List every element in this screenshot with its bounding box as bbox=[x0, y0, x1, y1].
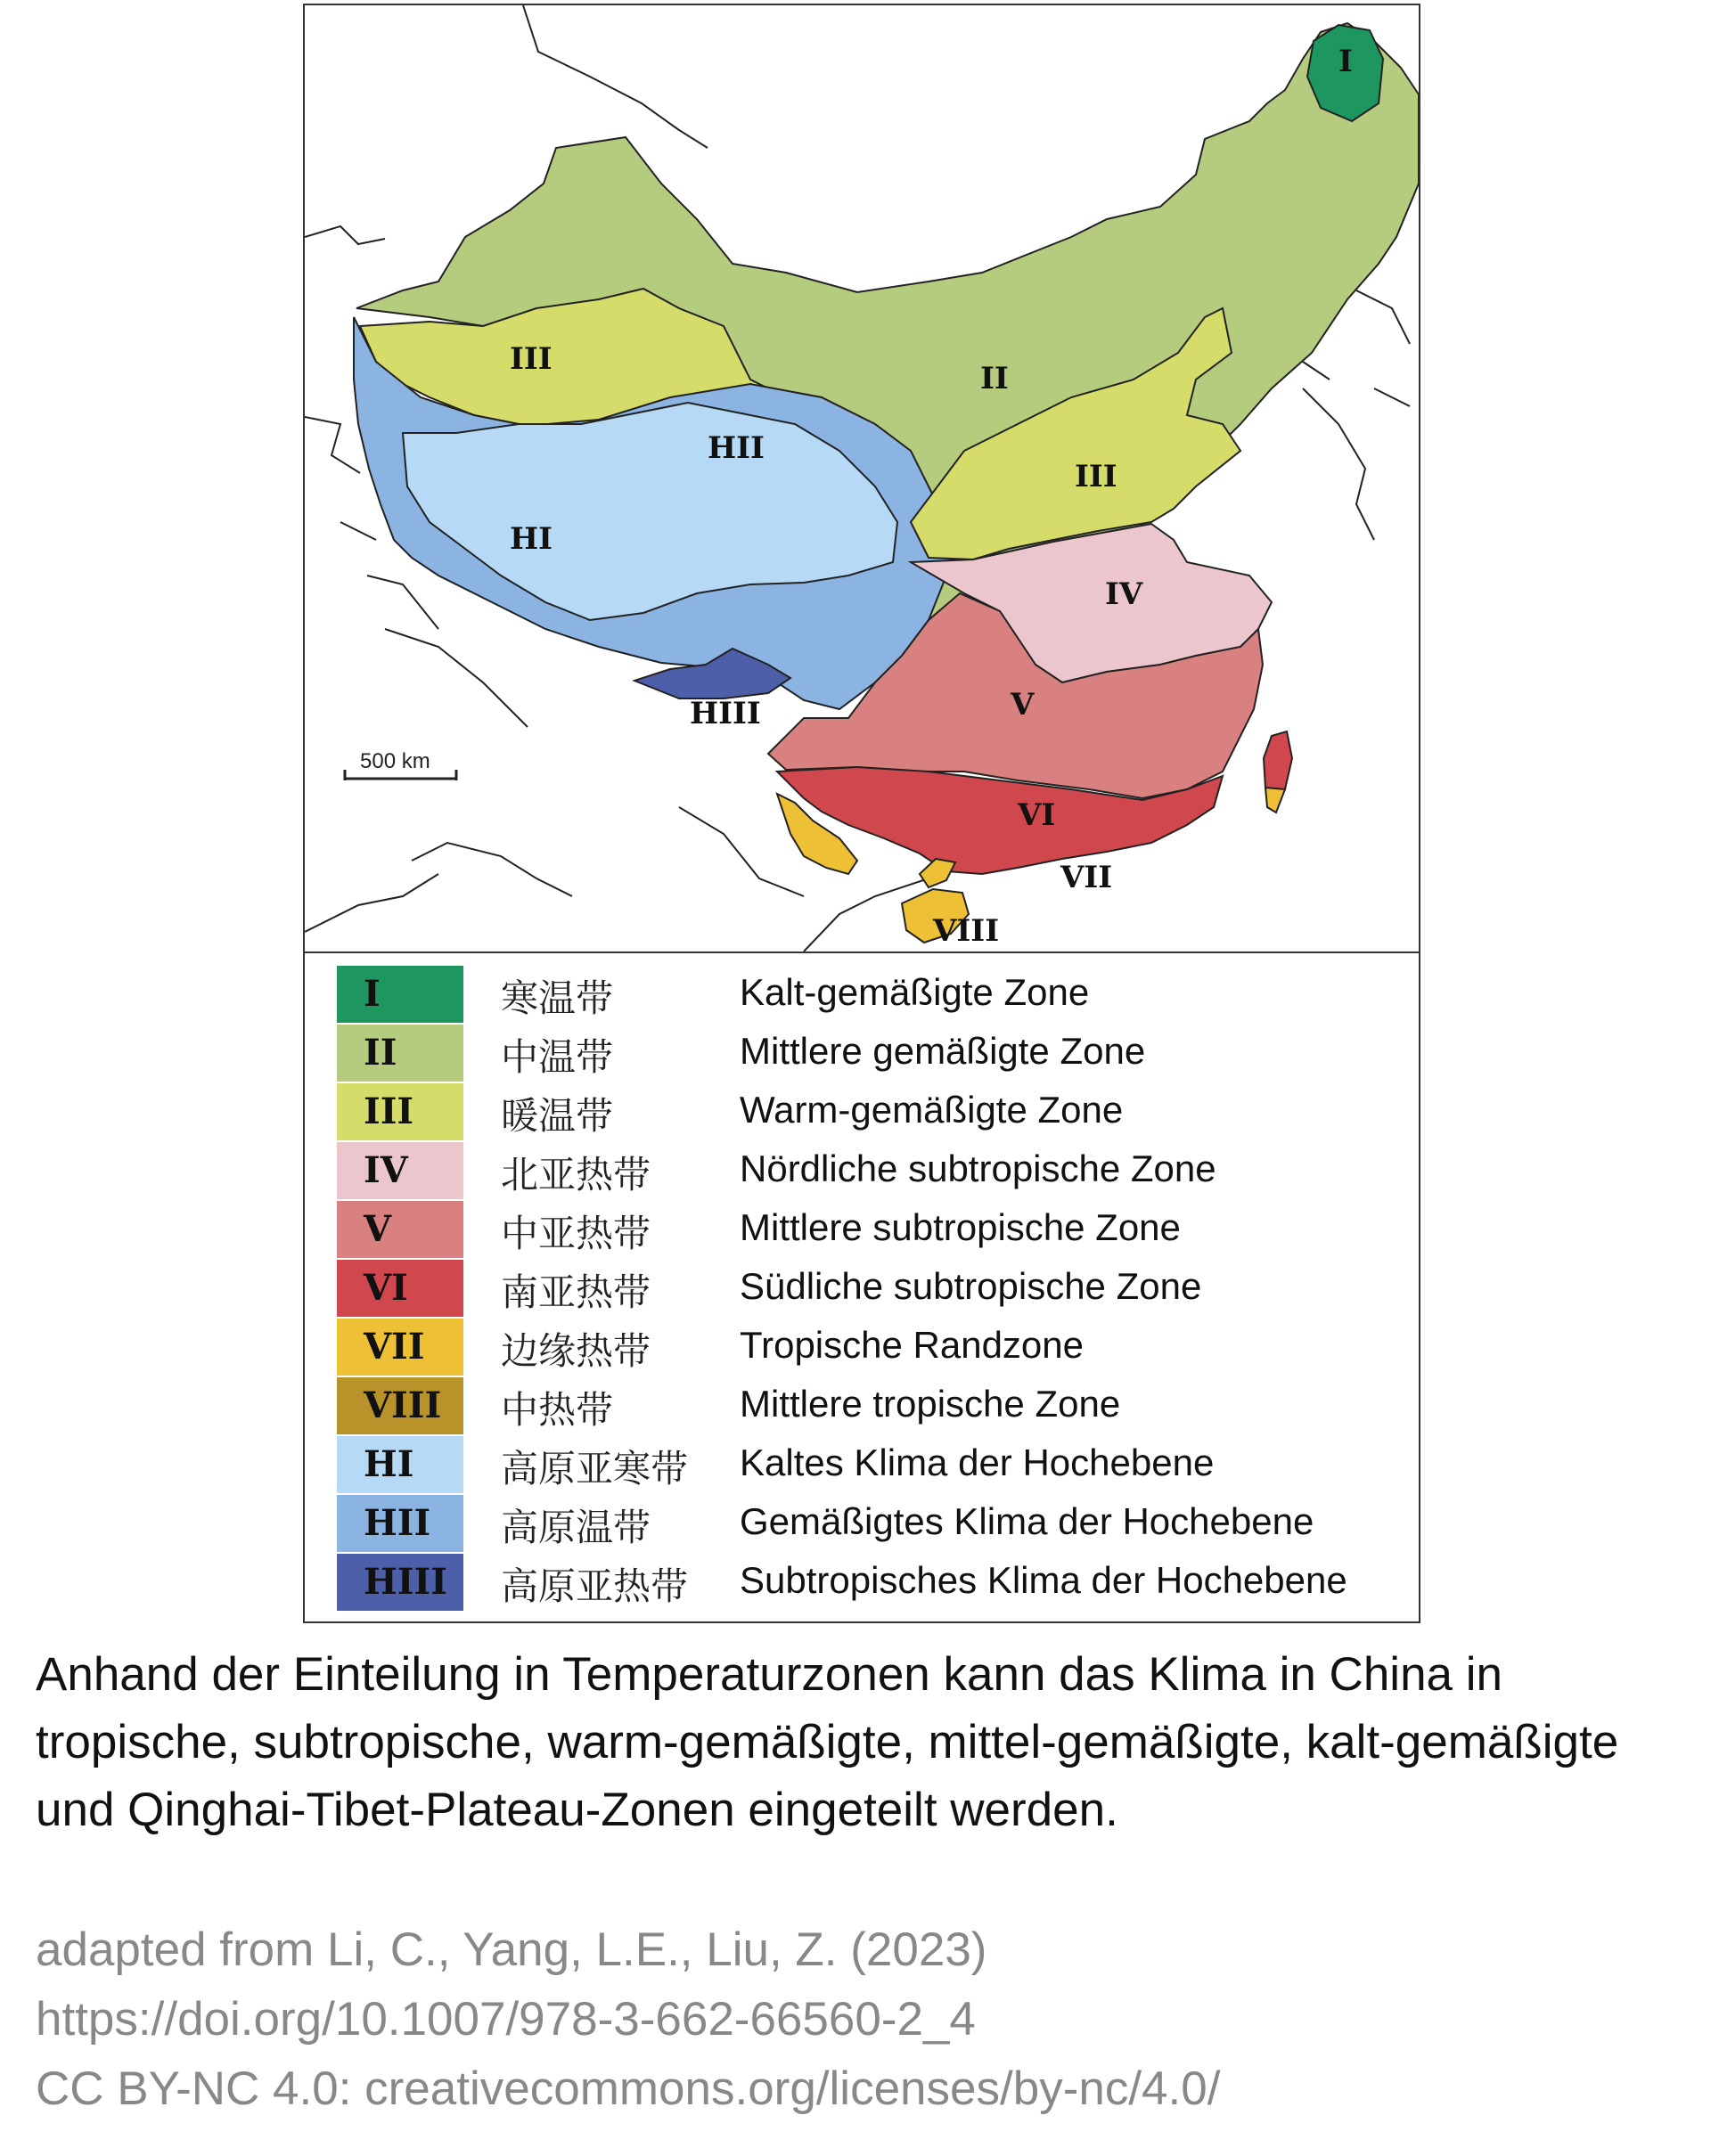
map-svg bbox=[305, 5, 1419, 951]
legend-swatch bbox=[337, 1319, 463, 1376]
scale-bar bbox=[345, 749, 456, 780]
legend-swatch bbox=[337, 1260, 463, 1317]
legend-row bbox=[337, 1201, 1406, 1256]
legend-code: I bbox=[364, 973, 381, 1015]
legend-german: Kaltes Klima der Hochebene bbox=[740, 1441, 1215, 1483]
legend-german: Mittlere tropische Zone bbox=[740, 1383, 1121, 1425]
legend-swatch bbox=[337, 1436, 463, 1493]
figure-caption: Anhand der Einteilung in Temperaturzonen kann das Klima in China in tropische, subtropische, warm-gemäßigte, mittel-gemäßigte, kalt-gemäßigte und Qinghai-Tibet-Plateau-Zonen eingeteilt werden. bbox=[36, 1648, 1619, 1836]
legend-row bbox=[337, 1319, 1406, 1374]
legend-swatch bbox=[337, 1025, 463, 1082]
legend-german: Subtropisches Klima der Hochebene bbox=[740, 1559, 1347, 1601]
legend-chinese: 边缘热带 bbox=[501, 1329, 651, 1373]
legend-code: IV bbox=[364, 1149, 408, 1191]
legend-code: HII bbox=[364, 1502, 431, 1544]
legend-code: HIII bbox=[364, 1561, 447, 1603]
legend-code: VI bbox=[364, 1267, 408, 1309]
legend-chinese: 中热带 bbox=[501, 1388, 614, 1432]
map-label-v: V bbox=[1011, 687, 1035, 723]
map-label-hi: HI bbox=[510, 521, 553, 557]
source-credits bbox=[36, 1915, 1220, 2124]
legend-swatch bbox=[337, 1377, 463, 1434]
legend-chinese: 北亚热带 bbox=[501, 1153, 651, 1196]
legend-german: Kalt-gemäßigte Zone bbox=[740, 971, 1090, 1013]
credit-citation: adapted from Li, C., Yang, L.E., Liu, Z. (2023) bbox=[36, 1923, 987, 1976]
legend-chinese: 寒温带 bbox=[501, 976, 614, 1020]
legend-chinese: 中温带 bbox=[501, 1035, 614, 1079]
legend-swatch bbox=[337, 1201, 463, 1258]
legend-german: Mittlere subtropische Zone bbox=[740, 1206, 1181, 1248]
legend-row bbox=[337, 1436, 1406, 1491]
legend-code: VIII bbox=[364, 1384, 442, 1426]
legend-row bbox=[337, 1377, 1406, 1433]
credit-license[interactable]: CC BY-NC 4.0: creativecommons.org/licenses/by-nc/4.0/ bbox=[36, 2062, 1221, 2115]
legend-german: Mittlere gemäßigte Zone bbox=[740, 1030, 1146, 1072]
legend-german: Südliche subtropische Zone bbox=[740, 1265, 1202, 1307]
legend-chinese: 高原温带 bbox=[501, 1506, 651, 1549]
china-map bbox=[305, 5, 1419, 953]
taiwan-vii-area bbox=[1265, 788, 1285, 813]
map-label-iv: IV bbox=[1105, 576, 1143, 612]
legend-code: III bbox=[364, 1090, 414, 1132]
legend-code: HI bbox=[364, 1443, 414, 1485]
legend-chinese: 高原亚热带 bbox=[501, 1564, 689, 1608]
legend-row bbox=[337, 1083, 1406, 1139]
map-label-iii-west: III bbox=[510, 341, 553, 377]
legend-row bbox=[337, 1554, 1406, 1609]
legend-swatch bbox=[337, 1554, 463, 1611]
legend-code: II bbox=[364, 1032, 397, 1074]
neighbour-coastlines bbox=[1303, 362, 1374, 540]
legend-german: Gemäßigtes Klima der Hochebene bbox=[740, 1500, 1314, 1542]
map-label-iii-east: III bbox=[1075, 459, 1117, 494]
legend-chinese: 暖温带 bbox=[501, 1094, 614, 1138]
legend-row bbox=[337, 1495, 1406, 1550]
legend-row bbox=[337, 1142, 1406, 1197]
map-label-viii: VIII bbox=[933, 913, 1000, 949]
legend-german: Warm-gemäßigte Zone bbox=[740, 1089, 1124, 1131]
legend-german: Tropische Randzone bbox=[740, 1324, 1084, 1366]
zone-vii-coast-area bbox=[920, 859, 955, 887]
legend-chinese: 南亚热带 bbox=[501, 1270, 651, 1314]
map-label-ii: II bbox=[980, 361, 1009, 396]
legend-chinese: 中亚热带 bbox=[501, 1212, 651, 1255]
legend bbox=[305, 953, 1419, 1621]
legend-german: Nördliche subtropische Zone bbox=[740, 1147, 1216, 1189]
scale-bar-label: 500 km bbox=[360, 749, 430, 773]
map-figure bbox=[303, 4, 1420, 1623]
map-label-vi: VI bbox=[1018, 797, 1056, 833]
legend-code: V bbox=[364, 1208, 392, 1250]
map-label-vii: VII bbox=[1060, 860, 1113, 895]
legend-row bbox=[337, 1025, 1406, 1080]
legend-row bbox=[337, 1260, 1406, 1315]
legend-row bbox=[337, 966, 1406, 1021]
map-label-hii: HII bbox=[708, 430, 765, 466]
map-label-i: I bbox=[1338, 44, 1353, 79]
legend-code: VII bbox=[364, 1326, 425, 1368]
legend-swatch bbox=[337, 1495, 463, 1552]
legend-swatch bbox=[337, 966, 463, 1023]
map-label-hiii: HIII bbox=[690, 696, 761, 731]
legend-swatch bbox=[337, 1142, 463, 1199]
legend-chinese: 高原亚寒带 bbox=[501, 1447, 689, 1490]
credit-doi-link[interactable]: https://doi.org/10.1007/978-3-662-66560-2_4 bbox=[36, 1993, 976, 2046]
legend-swatch bbox=[337, 1083, 463, 1140]
